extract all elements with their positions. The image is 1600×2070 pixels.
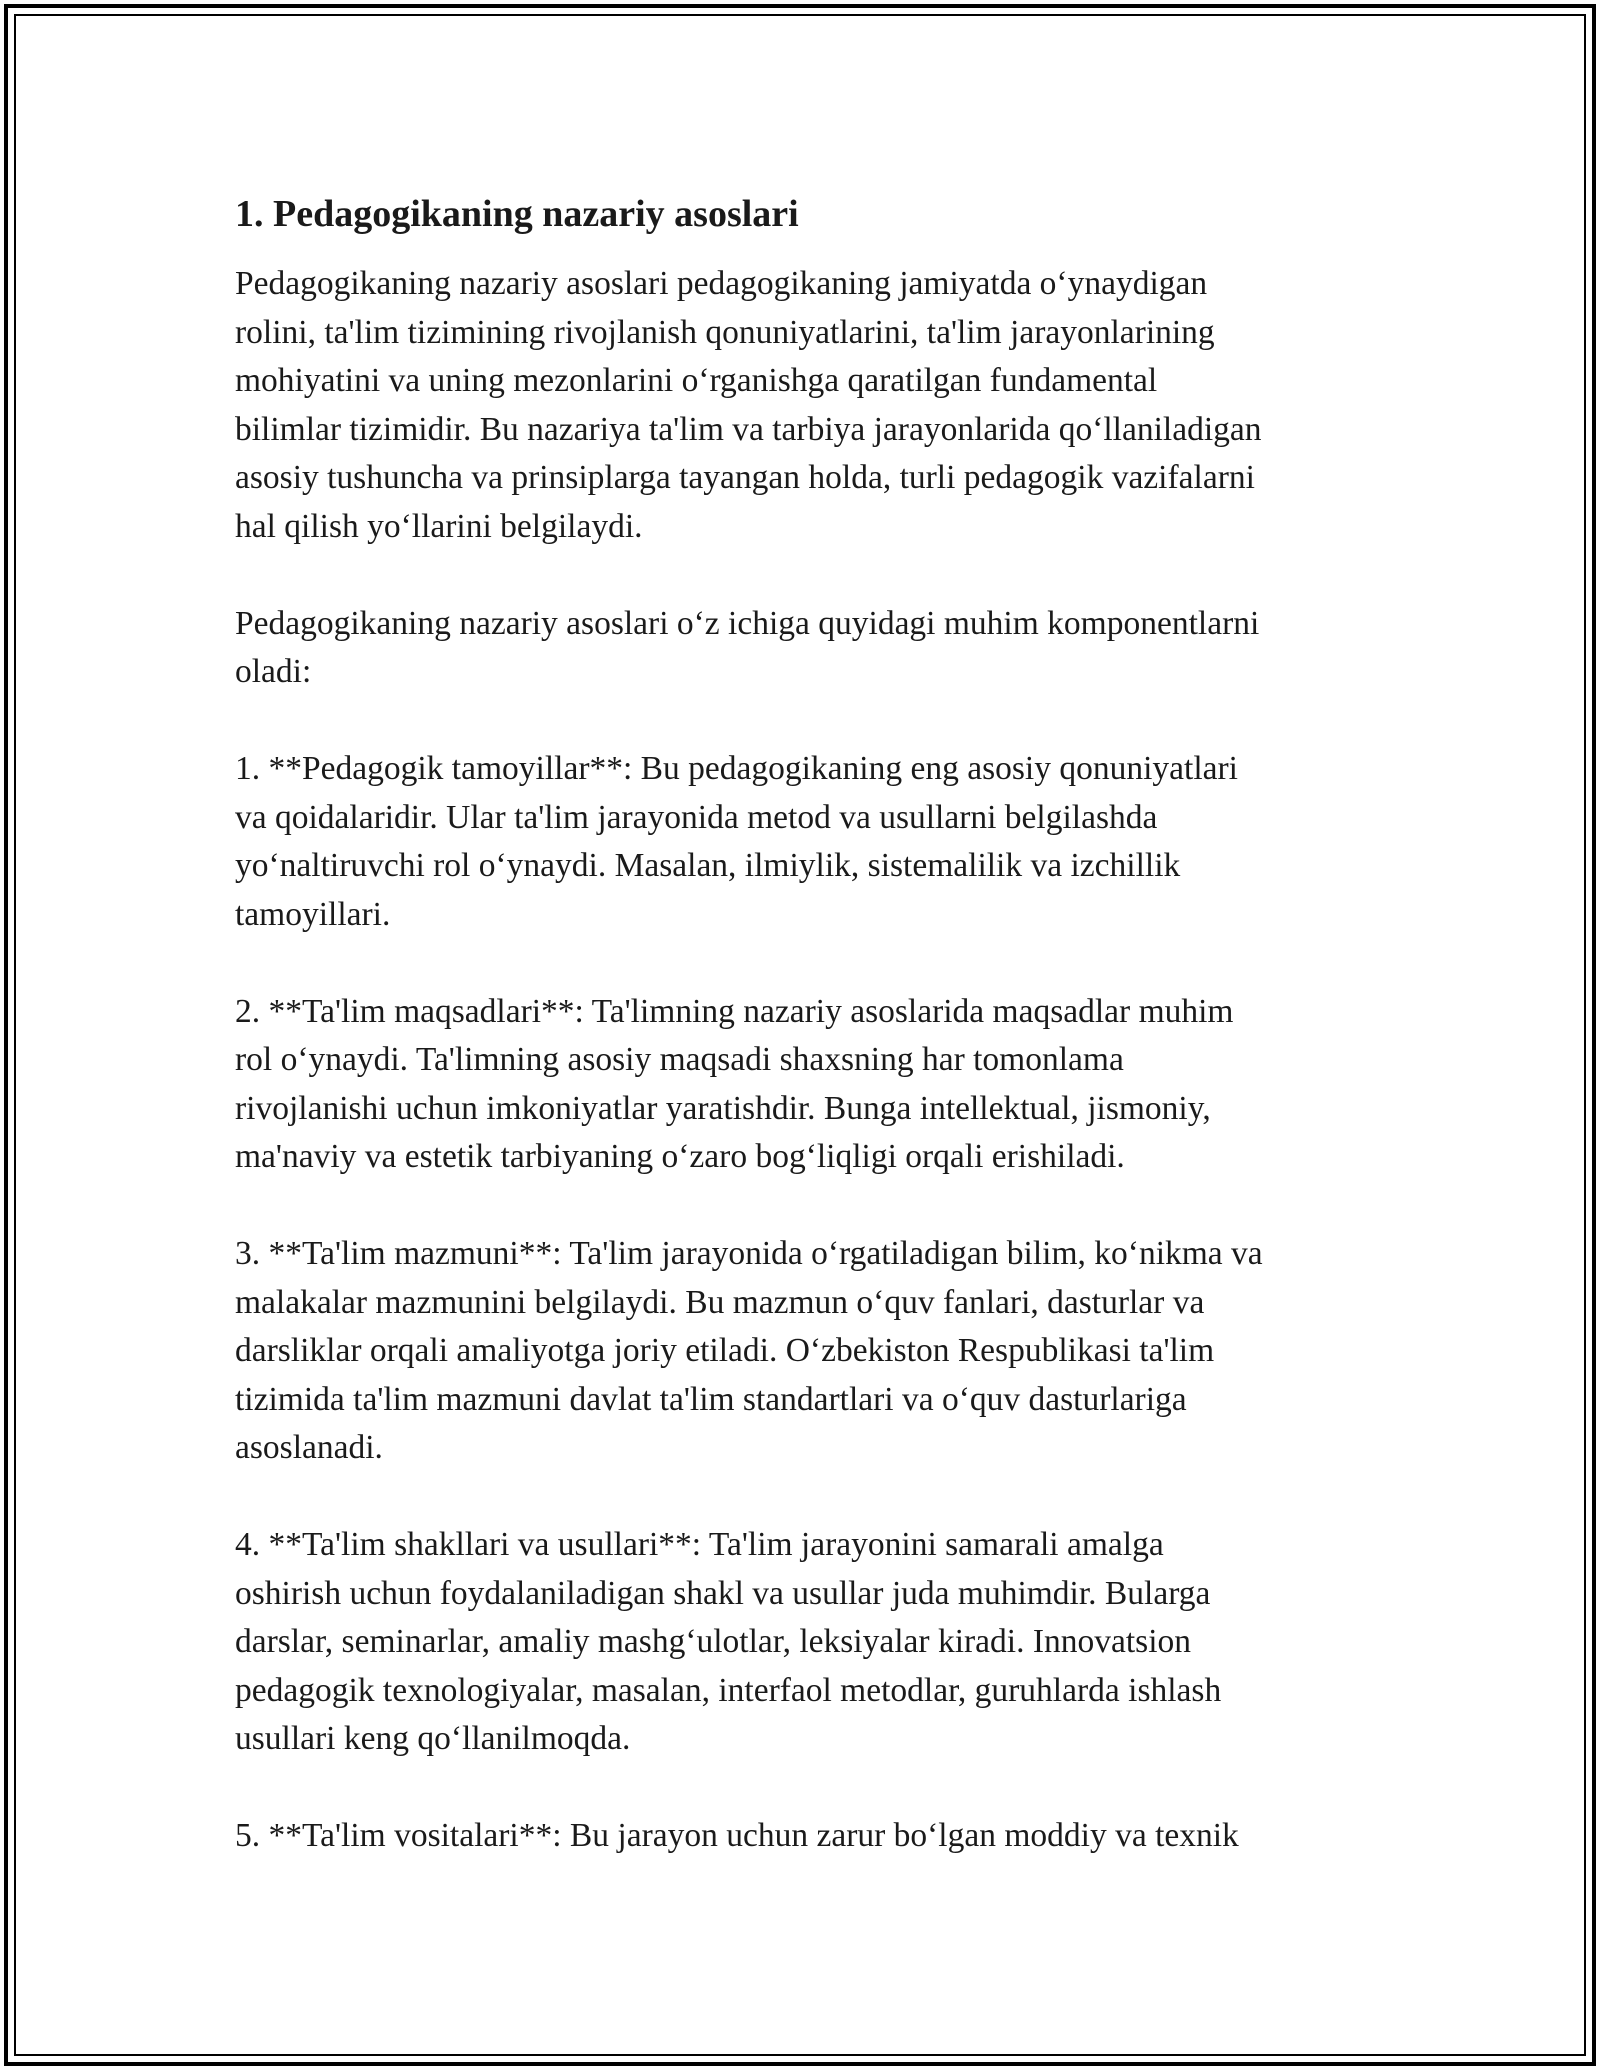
text-line: rivojlanishi uchun imkoniyatlar yaratishdir. Bunga intellektual, jismoniy, xyxy=(235,1089,1211,1127)
text-line: 5. **Ta'lim vositalari**: Bu jarayon uchun zarur bo‘lgan moddiy va texnik xyxy=(235,1817,1239,1854)
text-line: mohiyatini va uning mezonlarini o‘rganishga qaratilgan fundamental xyxy=(235,362,1158,399)
text-line: oladi: xyxy=(235,653,312,690)
text-line: asoslanadi. xyxy=(235,1429,383,1466)
section-heading: 1. Pedagogikaning nazariy asoslari xyxy=(235,193,799,235)
text-line: pedagogik texnologiyalar, masalan, interfaol metodlar, guruhlarda ishlash xyxy=(235,1671,1222,1709)
paragraph-components-intro xyxy=(235,600,1375,697)
paragraph-item-4 xyxy=(235,1521,1375,1764)
text-line: tizimida ta'lim mazmuni davlat ta'lim standartlari va o‘quv dasturlariga xyxy=(235,1380,1187,1418)
paragraph-item-3 xyxy=(235,1230,1375,1473)
text-line: Pedagogikaning nazariy asoslari pedagogikaning jamiyatda o‘ynaydigan xyxy=(235,265,1208,302)
text-line: usullari keng qo‘llanilmoqda. xyxy=(235,1720,631,1757)
text-line: rol o‘ynaydi. Ta'limning asosiy maqsadi shaxsning har tomonlama xyxy=(235,1041,1124,1078)
paragraph-item-5 xyxy=(235,1812,1375,1861)
text-line: 3. **Ta'lim mazmuni**: Ta'lim jarayonida o‘rgatiladigan bilim, ko‘nikma va xyxy=(235,1235,1263,1272)
text-line: 2. **Ta'lim maqsadlari**: Ta'limning nazariy asoslarida maqsadlar muhim xyxy=(235,992,1234,1030)
paragraph-item-1 xyxy=(235,745,1375,939)
text-line: bilimlar tizimidir. Bu nazariya ta'lim va tarbiya jarayonlarida qo‘llaniladigan xyxy=(235,410,1262,448)
text-line: yo‘naltiruvchi rol o‘ynaydi. Masalan, ilmiylik, sistemalilik va izchillik xyxy=(235,847,1181,884)
text-line: 4. **Ta'lim shakllari va usullari**: Ta'lim jarayonini samarali amalga xyxy=(235,1526,1164,1563)
text-line: rolini, ta'lim tizimining rivojlanish qonuniyatlarini, ta'lim jarayonlarining xyxy=(235,313,1215,351)
text-line: asosiy tushuncha va prinsiplarga tayangan holda, turli pedagogik vazifalarni xyxy=(235,459,1255,496)
text-line: Pedagogikaning nazariy asoslari o‘z ichiga quyidagi muhim komponentlarni xyxy=(235,604,1260,642)
text-line: hal qilish yo‘llarini belgilaydi. xyxy=(235,507,643,545)
text-line: va qoidalaridir. Ular ta'lim jarayonida metod va usullarni belgilashda xyxy=(235,798,1158,836)
text-line: 1. **Pedagogik tamoyillar**: Bu pedagogikaning eng asosiy qonuniyatlari xyxy=(235,750,1238,787)
document-body xyxy=(235,186,1375,1909)
text-line: ma'naviy va estetik tarbiyaning o‘zaro bog‘liqligi orqali erishiladi. xyxy=(235,1138,1125,1175)
text-line: tamoyillari. xyxy=(235,895,391,933)
text-line: malakalar mazmunini belgilaydi. Bu mazmun o‘quv fanlari, dasturlar va xyxy=(235,1283,1205,1321)
text-line: oshirish uchun foydalaniladigan shakl va usullar juda muhimdir. Bularga xyxy=(235,1574,1211,1612)
paragraph-item-2 xyxy=(235,988,1375,1182)
text-line: darsliklar orqali amaliyotga joriy etiladi. O‘zbekiston Respublikasi ta'lim xyxy=(235,1332,1215,1369)
text-line: darslar, seminarlar, amaliy mashg‘ulotlar, leksiyalar kiradi. Innovatsion xyxy=(235,1623,1192,1660)
paragraph-intro xyxy=(235,260,1375,551)
